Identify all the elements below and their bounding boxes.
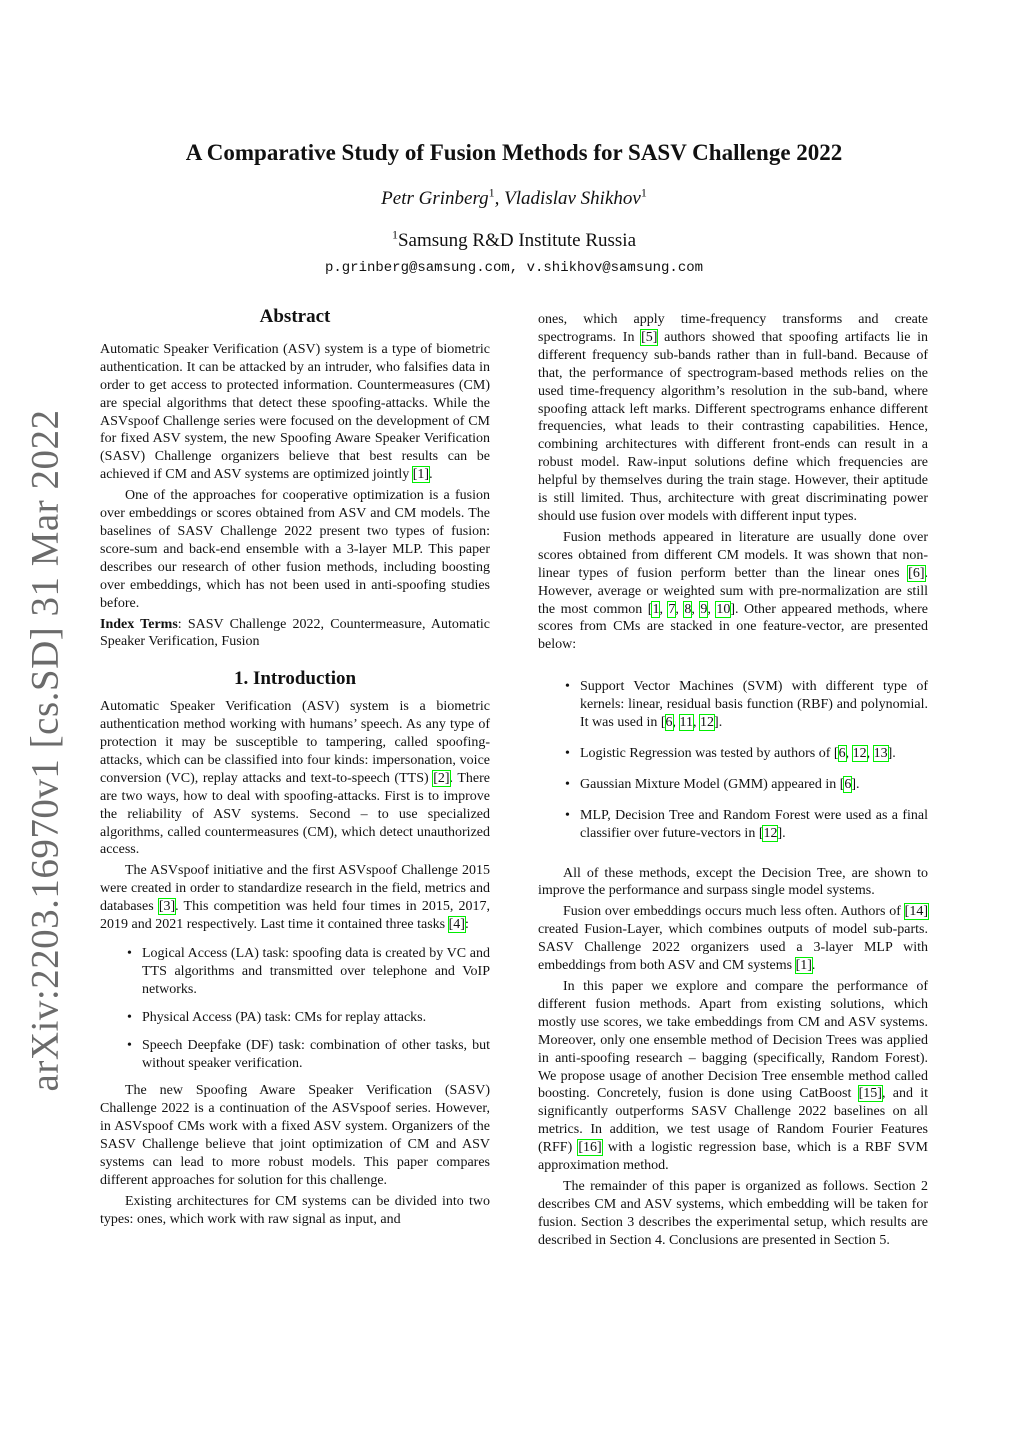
citation-link[interactable]: 6 [838, 745, 846, 761]
list-item: • Logistic Regression was tested by authors of [6, 12, 13]. [580, 745, 928, 763]
list-item [580, 807, 928, 843]
left-column [100, 308, 490, 1232]
citation-link[interactable]: 10 [716, 601, 731, 617]
intro-paragraph: The new Spoofing Aware Speaker Verification (SASV) Challenge 2022 is a continuation of the ASVspoof series. However, in ASVspoof CMs work with a fixed ASV system. Organizers of the SASV Challenge believe that joint optimization of CM and ASV systems can lead to more robust models. This paper compares different approaches for solution for this challenge. [100, 1083, 490, 1188]
affiliation [100, 227, 928, 252]
list-item-text: MLP, Decision Tree and Random Forest were used as a final classifier over future-vectors in [ [580, 807, 928, 841]
author-emails: p.grinberg@samsung.com, v.shikhov@samsung.com [324, 260, 704, 276]
citation-link[interactable]: [1] [795, 958, 812, 974]
method-list [538, 678, 928, 842]
list-item-text: ]. [887, 745, 896, 761]
body-text: . However, average or weighted sum with pre-normalization are still the most common [ [538, 565, 928, 617]
list-item-text: Logistic Regression was tested by authors of [ [580, 745, 839, 761]
intro-text: The ASVspoof initiative and the first ASVspoof Challenge 2015 were created in order to standardize research in the field, metrics and databases [100, 863, 490, 915]
body-text: authors showed that spoofing artifacts lie in different frequency sub-bands rather than in full-band. Because of that, the performance of spectrogram-based methods relies on the used time-frequency algorithm’s resolution in the sub-band, where spoofing attack left marks. Different spectrograms enhance different frequencies, what leads to their contrasting capabilities. Hence, combining architectures with different front-ends can result in a robust model. Raw-input solutions define which frequencies are helpful by themselves during the train stage. However, their aptitude is still limited. Thus, architecture with great discriminating power should use fusion over models with different input types. [538, 329, 928, 524]
body-text: ]. Other appeared methods, where scores from CMs are stacked in one feature-vector, are presented below: [538, 601, 928, 653]
list-item: • Physical Access (PA) task: CMs for replay attacks. [142, 1009, 490, 1027]
intro-text: . There are two ways, how to deal with spoofing-attacks. First is to improve the reliability of ASV systems. Second – to use specialized algorithms, called countermeasures (CM), which detect unauthorized access. [100, 770, 490, 858]
author-affil-mark: 1 [640, 185, 647, 200]
citation-link[interactable]: [14] [904, 904, 928, 920]
task-list [100, 945, 490, 1072]
right-column [538, 311, 928, 1253]
citation-link[interactable]: 11 [679, 715, 694, 731]
body-text: Fusion over embeddings occurs much less often. Authors of [563, 904, 905, 920]
citation-link[interactable]: 8 [684, 601, 692, 617]
intro-text: Automatic Speaker Verification (ASV) system is a biometric authentication method working with humans’ speech. As any type of protection it may be susceptible to tampering, called spoofing-attacks, which can be classified into four kinds: impersonation, voice conversion (VC), replay attacks and text-to-speech (TTS) [100, 699, 490, 786]
intro-paragraph: Existing architectures for CM systems can be divided into two types: ones, which work with raw signal as input, and [100, 1193, 490, 1227]
author-name: Petr Grinberg [381, 188, 489, 209]
author-separator: , [494, 188, 505, 209]
author-affil-mark: 1 [488, 185, 495, 200]
author-name: Vladislav Shikhov [504, 188, 641, 209]
body-text: with a logistic regression base, which is a RBF SVM approximation method. [538, 1140, 929, 1174]
body-text: created Fusion-Layer, which combines outputs of model sub-parts. SASV Challenge 2022 organizers used a 3-layer MLP with embeddings from both ASV and CM systems [538, 922, 928, 974]
author-list [100, 185, 928, 210]
paper-title: A Comparative Study of Fusion Methods for SASV Challenge 2022 [185, 140, 843, 165]
citation-link[interactable]: 12 [852, 745, 867, 761]
citation-link[interactable]: 12 [763, 825, 778, 841]
body-paragraph [538, 903, 928, 975]
index-terms-text: : SASV Challenge 2022, Countermeasure, Automatic Speaker Verification, Fusion [100, 616, 490, 650]
body-text: . [811, 958, 816, 974]
intro-heading: 1. Introduction [233, 668, 357, 690]
citation-link[interactable]: [1] [412, 467, 430, 483]
citation-link[interactable]: [5] [641, 329, 658, 345]
affiliation-name: Samsung R&D Institute Russia [397, 230, 637, 251]
body-paragraph: All of these methods, except the Decision Tree, are shown to improve the performance and surpass single model systems. [538, 865, 928, 899]
body-paragraph: Fusion methods appeared in literature are usually done over scores obtained from different CM models. It was shown that non-linear types of fusion perform better than the linear ones [6]. However, average or weighted sum with pre-normalization are still the most common [1, 7, 8, 9, 10]. Other appeared methods, where scores from CMs are stacked in one feature-vector, are presented below: [538, 529, 928, 653]
abstract-heading: Abstract [259, 306, 331, 327]
citation-link[interactable]: 1 [652, 601, 660, 617]
citation-link[interactable]: 6 [844, 776, 852, 792]
list-item-text: ]. [851, 776, 860, 792]
citation-link[interactable]: 9 [700, 601, 708, 617]
citation-link[interactable]: 6 [665, 715, 673, 731]
list-item: • Speech Deepfake (DF) task: combination of other tasks, but without speaker verification. [142, 1037, 490, 1073]
list-item: • Logical Access (LA) task: spoofing data is created by VC and TTS algorithms and transmitted over telephone and VoIP networks. [142, 945, 490, 999]
body-text: In this paper we explore and compare the performance of different fusion methods. Apart from existing solutions, which mostly use scores, we take embeddings from CM and ASV systems. Moreover, only one ensemble method of Decision Trees was applied in anti-spoofing research – bagging (specifically, Random Forest). We propose usage of another Decision Tree ensemble method called boosting. Concretely, fusion is done using CatBoost [538, 979, 928, 1102]
citation-link[interactable]: [6] [908, 565, 925, 581]
list-item-text: Support Vector Machines (SVM) with different type of kernels: linear, residual basis function (RBF) and polynomial. It was used in [ [580, 679, 928, 731]
citation-link[interactable]: [15] [858, 1086, 882, 1102]
body-text: , and it significantly outperforms SASV Challenge 2022 baselines on all metrics. In addition, we test usage of Random Fourier Features (RFF) [538, 1086, 929, 1156]
abstract-paragraph: One of the approaches for cooperative optimization is a fusion over embeddings or scores obtained from ASV and CM models. The baselines of SASV Challenge 2022 present two types of fusion: score-sum and back-end ensemble with a 3-layer MLP. This paper describes our research of other fusion methods, including boosting over embeddings, which has not been used in anti-spoofing studies before. [100, 488, 490, 611]
intro-text: . This competition was held four times in 2015, 2017, 2019 and 2021 respectively. Last time it contained three tasks [100, 899, 490, 933]
citation-link[interactable]: [4] [448, 917, 465, 933]
body-paragraph [538, 311, 928, 526]
affiliation-mark: 1 [391, 227, 398, 242]
abstract-paragraph [100, 341, 490, 484]
list-item-text: ]. [777, 825, 786, 841]
body-text: ones, which apply time-frequency transforms and create spectrograms. In [538, 312, 928, 345]
arxiv-id-text: arXiv:2203.16970v1 [cs.SD] 31 Mar 2022 [23, 409, 67, 1091]
index-terms-label: Index Terms [100, 616, 178, 632]
arxiv-stamp [10, 409, 80, 1091]
body-paragraph: The remainder of this paper is organized as follows. Section 2 describes CM and ASV systems, which embedding will be taken for fusion. Section 3 describes the experimental setup, which results are described in Section 4. Conclusions are presented in Section 5. [538, 1178, 928, 1248]
citation-link[interactable]: [2] [433, 770, 450, 786]
abstract-text: Automatic Speaker Verification (ASV) system is a type of biometric authentication. It can be attacked by an intruder, who falsifies data in order to get access to protected information. Countermeasures (CM) are special algorithms that detect these spoofing-attacks. While the ASVspoof Challenge series were focused on the development of CM for fixed ASV system, the new Spoofing Aware Speaker Verification (SASV) Challenge organizers believe that best results can be achieved if CM and ASV systems are optimized jointly [100, 341, 490, 483]
list-item-text: Gaussian Mixture Model (GMM) appeared in [ [580, 776, 845, 792]
intro-text: : [464, 917, 469, 933]
abstract-text: . [429, 467, 433, 483]
intro-paragraph [100, 862, 490, 934]
citation-link[interactable]: [16] [578, 1140, 602, 1156]
citation-link[interactable]: [3] [158, 899, 176, 915]
index-terms [100, 616, 490, 652]
body-paragraph [538, 978, 928, 1175]
list-item [580, 776, 928, 794]
citation-link[interactable]: 12 [700, 715, 715, 731]
intro-paragraph [100, 698, 490, 859]
citation-link[interactable]: 7 [668, 601, 676, 617]
list-item: • Support Vector Machines (SVM) with different type of kernels: linear, residual basis function (RBF) and polynomial. It was used in [6, 11, 12]. [580, 678, 928, 732]
citation-link[interactable]: 13 [873, 745, 888, 761]
body-text: Fusion methods appeared in literature are usually done over scores obtained from different CM models. It was shown that non-linear types of fusion perform better than the linear ones [538, 529, 928, 581]
list-item-text: ]. [714, 715, 723, 731]
